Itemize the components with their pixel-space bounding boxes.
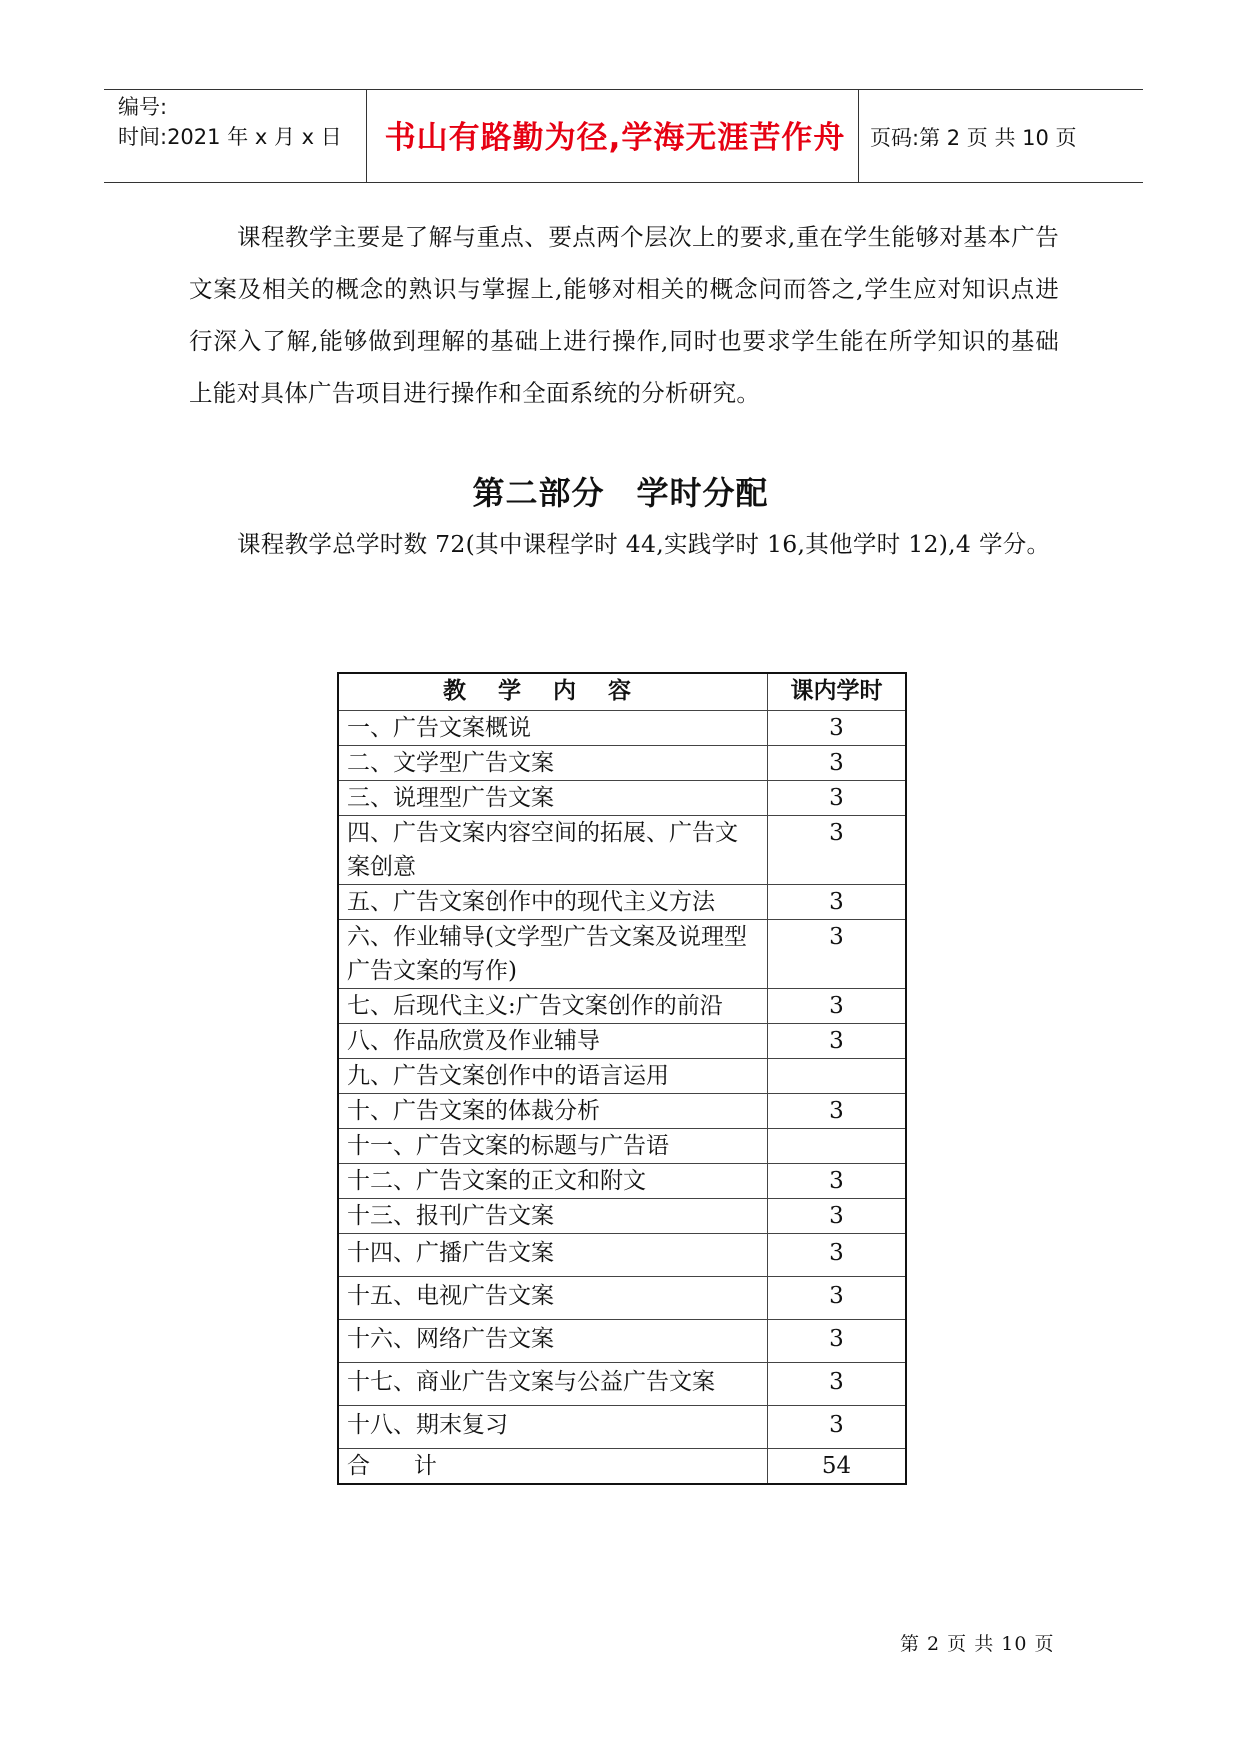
intro-paragraph: 课程教学主要是了解与重点、要点两个层次上的要求,重在学生能够对基本广告文案及相关的概念的熟识与掌握上,能够对相关的概念问而答之,学生应对知识点进行深入了解,能够做到理解的基础上进行操作,同时也要求学生能在所学知识的基础上能对具体广告项目进行操作和全面系统的分析研究。 (189, 223, 1059, 407)
table-row (338, 1320, 906, 1363)
table-row (338, 1024, 906, 1059)
row-hours: 3 (768, 1234, 907, 1277)
row-hours: 3 (768, 711, 907, 746)
document-time-label: 时间:2021 年 x 月 x 日 (118, 125, 342, 149)
row-hours: 3 (768, 1406, 907, 1449)
hours-paragraph: 课程教学总学时数 72(其中课程学时 44,实践学时 16,其他学时 12),4 学分。 (237, 530, 1051, 558)
header-page-label: 页码:第 2 页 共 10 页 (870, 126, 1077, 150)
row-content: 十、广告文案的体裁分析 (338, 1094, 768, 1129)
table-row (338, 1234, 906, 1277)
table-row (338, 711, 906, 746)
section-part: 第二部分 (472, 474, 605, 512)
row-content: 十五、电视广告文案 (338, 1277, 768, 1320)
header-divider-right (858, 89, 859, 183)
row-content: 四、广告文案内容空间的拓展、广告文案创意 (338, 816, 768, 885)
row-hours: 3 (768, 1164, 907, 1199)
row-hours: 3 (768, 781, 907, 816)
header-bottom-rule (104, 182, 1143, 183)
row-hours: 3 (768, 989, 907, 1024)
row-content: 八、作品欣赏及作业辅导 (338, 1024, 768, 1059)
table-row (338, 920, 906, 989)
row-hours (768, 1059, 907, 1094)
table-row (338, 1406, 906, 1449)
hours-table (337, 672, 907, 1485)
row-content: 十八、期末复习 (338, 1406, 768, 1449)
row-hours: 3 (768, 1320, 907, 1363)
page-footer: 第 2 页 共 10 页 (900, 1633, 1055, 1655)
table-row (338, 1094, 906, 1129)
row-content: 十一、广告文案的标题与广告语 (338, 1129, 768, 1164)
section-title (0, 468, 1241, 514)
row-content: 十二、广告文案的正文和附文 (338, 1164, 768, 1199)
row-hours: 3 (768, 816, 907, 885)
table-row (338, 746, 906, 781)
table-row (338, 1059, 906, 1094)
row-content: 七、后现代主义:广告文案创作的前沿 (338, 989, 768, 1024)
total-hours: 54 (768, 1449, 907, 1485)
table-header-hours: 课内学时 (768, 673, 907, 711)
document-number-label: 编号: (118, 95, 168, 119)
row-content: 六、作业辅导(文学型广告文案及说理型广告文案的写作) (338, 920, 768, 989)
row-hours: 3 (768, 1024, 907, 1059)
row-hours: 3 (768, 920, 907, 989)
row-content: 十七、商业广告文案与公益广告文案 (338, 1363, 768, 1406)
table-row (338, 1363, 906, 1406)
row-content: 九、广告文案创作中的语言运用 (338, 1059, 768, 1094)
total-label: 合 计 (338, 1449, 768, 1485)
header-motto: 书山有路勤为径,学海无涯苦作舟 (384, 120, 846, 156)
row-hours: 3 (768, 1363, 907, 1406)
row-content: 三、说理型广告文案 (338, 781, 768, 816)
table-row (338, 885, 906, 920)
row-hours (768, 1129, 907, 1164)
row-hours: 3 (768, 1277, 907, 1320)
section-heading: 学时分配 (636, 474, 769, 512)
table-row (338, 1199, 906, 1234)
table-row (338, 1129, 906, 1164)
table-row (338, 989, 906, 1024)
row-content: 十四、广播广告文案 (338, 1234, 768, 1277)
table-row (338, 1164, 906, 1199)
header-divider-left (366, 89, 367, 183)
row-hours: 3 (768, 746, 907, 781)
row-hours: 3 (768, 1199, 907, 1234)
table-total-row (338, 1449, 906, 1485)
row-content: 二、文学型广告文案 (338, 746, 768, 781)
table-header-row (338, 673, 906, 711)
table-header-content: 教学内容 (338, 673, 768, 711)
row-content: 十三、报刊广告文案 (338, 1199, 768, 1234)
header-meta (118, 92, 363, 152)
table-row (338, 781, 906, 816)
row-hours: 3 (768, 1094, 907, 1129)
row-content: 五、广告文案创作中的现代主义方法 (338, 885, 768, 920)
table-row (338, 816, 906, 885)
table-row (338, 1277, 906, 1320)
row-content: 十六、网络广告文案 (338, 1320, 768, 1363)
header-top-rule (104, 89, 1143, 90)
row-hours: 3 (768, 885, 907, 920)
row-content: 一、广告文案概说 (338, 711, 768, 746)
